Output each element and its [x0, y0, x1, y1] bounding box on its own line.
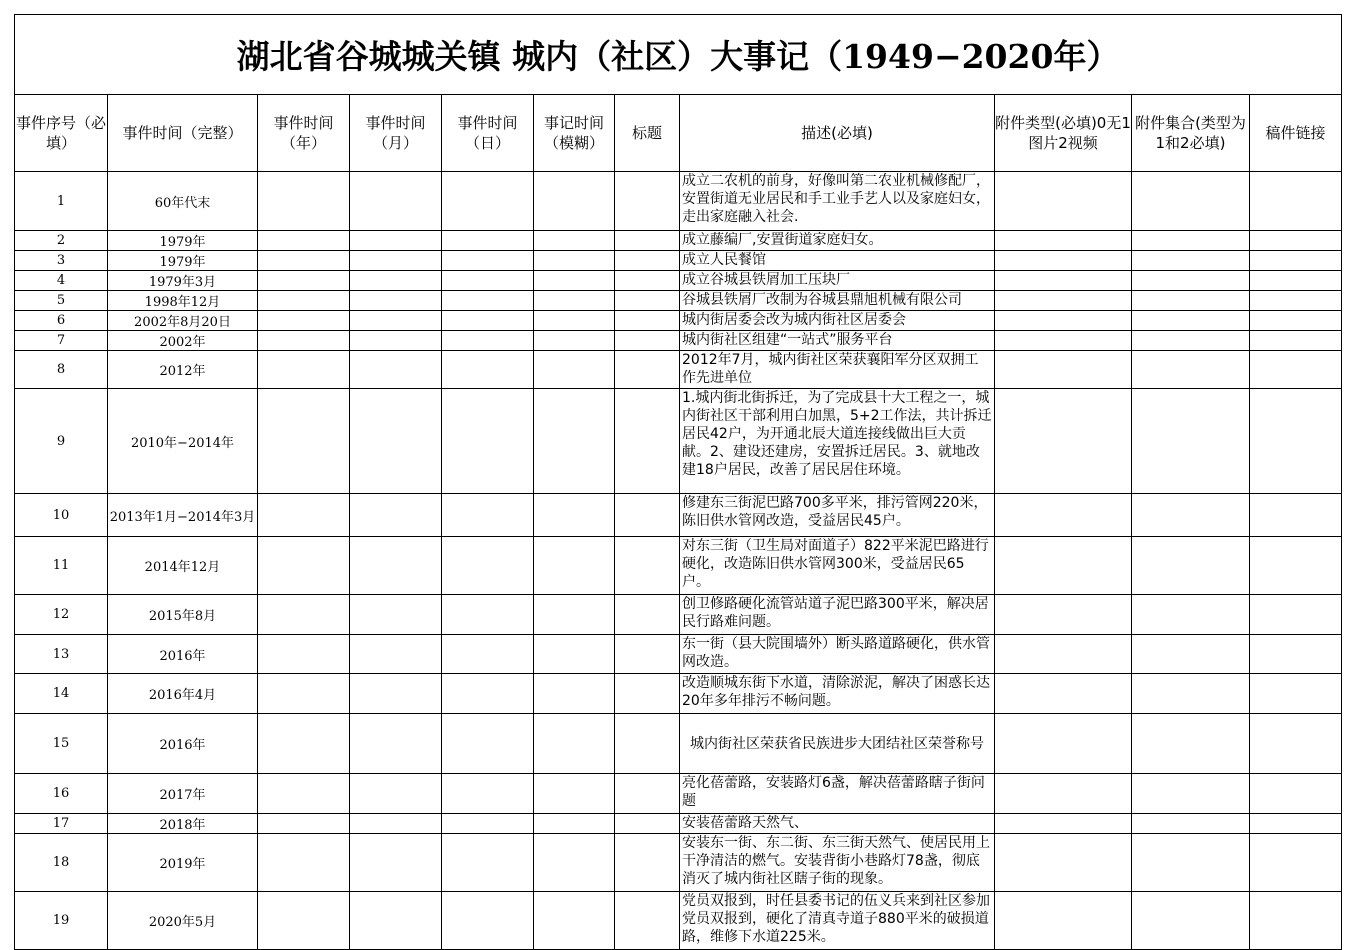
table-row — [15, 311, 1342, 331]
cell-title[interactable] — [615, 714, 680, 774]
cell-event-no[interactable]: 5 — [15, 291, 108, 311]
cell-event-time-full[interactable]: 1979年 — [108, 231, 258, 251]
table-row — [15, 892, 1342, 950]
cell-attachment-type[interactable] — [995, 172, 1132, 231]
cell-attachment-set[interactable] — [1132, 251, 1250, 271]
cell-event-time-month[interactable] — [350, 311, 442, 331]
table-row — [15, 774, 1342, 814]
header-event-time-full: 事件时间（完整） — [108, 95, 258, 172]
cell-event-time-month[interactable] — [350, 271, 442, 291]
cell-record-time-fuzzy[interactable] — [534, 537, 615, 595]
cell-attachment-type[interactable] — [995, 814, 1132, 834]
cell-attachment-type[interactable] — [995, 311, 1132, 331]
cell-event-time-year[interactable] — [258, 389, 350, 494]
table-row — [15, 674, 1342, 714]
cell-event-no[interactable]: 18 — [15, 834, 108, 892]
cell-title[interactable] — [615, 494, 680, 537]
cell-record-time-fuzzy[interactable] — [534, 595, 615, 635]
cell-event-time-day[interactable] — [442, 674, 534, 714]
cell-event-time-day[interactable] — [442, 537, 534, 595]
table-row — [15, 595, 1342, 635]
cell-attachment-set[interactable] — [1132, 291, 1250, 311]
cell-event-time-full[interactable]: 2016年4月 — [108, 674, 258, 714]
cell-event-time-month[interactable] — [350, 595, 442, 635]
cell-event-no[interactable]: 11 — [15, 537, 108, 595]
cell-title[interactable] — [615, 351, 680, 389]
cell-record-time-fuzzy[interactable] — [534, 231, 615, 251]
cell-event-time-month[interactable] — [350, 494, 442, 537]
cell-manuscript-link[interactable] — [1250, 494, 1342, 537]
cell-record-time-fuzzy[interactable] — [534, 892, 615, 950]
cell-event-time-full[interactable]: 2010年−2014年 — [108, 389, 258, 494]
events-table — [14, 14, 1342, 950]
cell-description[interactable]: 修建东三街泥巴路700多平米，排污管网220米，陈旧供水管网改造，受益居民45户。 — [680, 494, 995, 537]
cell-description[interactable]: 成立二农机的前身，好像叫第二农业机械修配厂，安置街道无业居民和手工业手艺人以及家庭妇女，走出家庭融入社会. — [680, 172, 995, 231]
cell-event-no[interactable]: 1 — [15, 172, 108, 231]
cell-event-no[interactable]: 19 — [15, 892, 108, 950]
cell-event-time-day[interactable] — [442, 311, 534, 331]
cell-description[interactable]: 1.城内街北街拆迁，为了完成县十大工程之一，城内街社区干部利用白加黑，5+2工作法，共计拆迁居民42户，为开通北辰大道连接线做出巨大贡献。2、建设还建房，安置拆迁居民。3、就地改建18户居民，改善了居民居住环境。 — [680, 389, 995, 494]
table-row — [15, 271, 1342, 291]
cell-description[interactable]: 党员双报到，时任县委书记的伍义兵来到社区参加党员双报到，硬化了清真寺道子880平米的破损道路，维修下水道225米。 — [680, 892, 995, 950]
cell-event-time-month[interactable] — [350, 834, 442, 892]
cell-attachment-set[interactable] — [1132, 389, 1250, 494]
cell-attachment-set[interactable] — [1132, 774, 1250, 814]
cell-attachment-type[interactable] — [995, 714, 1132, 774]
table-row — [15, 231, 1342, 251]
cell-event-time-full[interactable]: 2020年5月 — [108, 892, 258, 950]
cell-event-time-year[interactable] — [258, 537, 350, 595]
cell-record-time-fuzzy[interactable] — [534, 331, 615, 351]
cell-event-time-month[interactable] — [350, 537, 442, 595]
cell-event-no[interactable]: 12 — [15, 595, 108, 635]
cell-manuscript-link[interactable] — [1250, 814, 1342, 834]
cell-event-time-year[interactable] — [258, 814, 350, 834]
cell-event-no[interactable]: 2 — [15, 231, 108, 251]
cell-record-time-fuzzy[interactable] — [534, 494, 615, 537]
cell-event-time-full[interactable]: 2013年1月−2014年3月 — [108, 494, 258, 537]
cell-description[interactable]: 亮化蓓蕾路，安装路灯6盏，解决蓓蕾路瞎子街问题 — [680, 774, 995, 814]
cell-record-time-fuzzy[interactable] — [534, 714, 615, 774]
cell-event-no[interactable]: 4 — [15, 271, 108, 291]
table-row — [15, 494, 1342, 537]
cell-description[interactable]: 城内街社区荣获省民族进步大团结社区荣誉称号 — [680, 714, 995, 774]
cell-manuscript-link[interactable] — [1250, 291, 1342, 311]
cell-attachment-set[interactable] — [1132, 231, 1250, 251]
table-row — [15, 172, 1342, 231]
cell-attachment-set[interactable] — [1132, 595, 1250, 635]
cell-event-time-day[interactable] — [442, 271, 534, 291]
cell-event-time-month[interactable] — [350, 714, 442, 774]
cell-description[interactable]: 改造顺城东街下水道，清除淤泥，解决了困惑长达20年多年排污不畅问题。 — [680, 674, 995, 714]
cell-title[interactable] — [615, 291, 680, 311]
cell-record-time-fuzzy[interactable] — [534, 351, 615, 389]
cell-event-time-month[interactable] — [350, 892, 442, 950]
cell-event-time-day[interactable] — [442, 714, 534, 774]
cell-manuscript-link[interactable] — [1250, 834, 1342, 892]
cell-title[interactable] — [615, 537, 680, 595]
cell-description[interactable]: 安装蓓蕾路天然气、 — [680, 814, 995, 834]
cell-description[interactable]: 谷城县铁屑厂改制为谷城县鼎旭机械有限公司 — [680, 291, 995, 311]
table-row — [15, 814, 1342, 834]
cell-event-time-day[interactable] — [442, 172, 534, 231]
cell-event-time-day[interactable] — [442, 389, 534, 494]
cell-attachment-set[interactable] — [1132, 172, 1250, 231]
cell-manuscript-link[interactable] — [1250, 892, 1342, 950]
cell-title[interactable] — [615, 892, 680, 950]
header-event-time-year: 事件时间（年） — [258, 95, 350, 172]
cell-event-time-month[interactable] — [350, 331, 442, 351]
cell-title[interactable] — [615, 389, 680, 494]
cell-event-time-day[interactable] — [442, 351, 534, 389]
cell-event-time-year[interactable] — [258, 834, 350, 892]
cell-event-time-month[interactable] — [350, 291, 442, 311]
cell-event-time-full[interactable]: 2019年 — [108, 834, 258, 892]
cell-event-time-full[interactable]: 2002年 — [108, 331, 258, 351]
cell-event-time-month[interactable] — [350, 814, 442, 834]
cell-attachment-set[interactable] — [1132, 814, 1250, 834]
cell-event-time-month[interactable] — [350, 635, 442, 674]
cell-manuscript-link[interactable] — [1250, 595, 1342, 635]
cell-description[interactable]: 安装东一街、东二街、东三街天然气、使居民用上干净清洁的燃气。安装背街小巷路灯78盏，彻底消灭了城内街社区瞎子街的现象。 — [680, 834, 995, 892]
cell-manuscript-link[interactable] — [1250, 635, 1342, 674]
cell-title[interactable] — [615, 271, 680, 291]
cell-title[interactable] — [615, 311, 680, 331]
table-row — [15, 389, 1342, 494]
cell-event-time-day[interactable] — [442, 635, 534, 674]
cell-attachment-set[interactable] — [1132, 674, 1250, 714]
cell-event-time-day[interactable] — [442, 892, 534, 950]
header-title: 标题 — [615, 95, 680, 172]
cell-attachment-type[interactable] — [995, 834, 1132, 892]
cell-description[interactable]: 成立谷城县铁屑加工压块厂 — [680, 271, 995, 291]
cell-event-no[interactable]: 15 — [15, 714, 108, 774]
header-event-time-month: 事件时间（月） — [350, 95, 442, 172]
cell-event-time-month[interactable] — [350, 231, 442, 251]
cell-manuscript-link[interactable] — [1250, 172, 1342, 231]
cell-event-time-full[interactable]: 1998年12月 — [108, 291, 258, 311]
cell-event-time-full[interactable]: 2017年 — [108, 774, 258, 814]
cell-description[interactable]: 东一街（县大院围墙外）断头路道路硬化，供水管网改造。 — [680, 635, 995, 674]
cell-record-time-fuzzy[interactable] — [534, 674, 615, 714]
cell-manuscript-link[interactable] — [1250, 311, 1342, 331]
cell-event-time-full[interactable]: 2018年 — [108, 814, 258, 834]
cell-record-time-fuzzy[interactable] — [534, 834, 615, 892]
table-row — [15, 834, 1342, 892]
cell-event-time-day[interactable] — [442, 331, 534, 351]
cell-description[interactable]: 对东三街（卫生局对面道子）822平米泥巴路进行硬化，改造陈旧供水管网300米，受益居民65户。 — [680, 537, 995, 595]
cell-attachment-type[interactable] — [995, 331, 1132, 351]
table-row — [15, 291, 1342, 311]
cell-event-time-day[interactable] — [442, 814, 534, 834]
sheet-title: 湖北省谷城城关镇 城内（社区）大事记（1949−2020年） — [15, 15, 1342, 95]
cell-event-no[interactable]: 10 — [15, 494, 108, 537]
cell-manuscript-link[interactable] — [1250, 389, 1342, 494]
cell-attachment-set[interactable] — [1132, 311, 1250, 331]
cell-title[interactable] — [615, 231, 680, 251]
cell-record-time-fuzzy[interactable] — [534, 271, 615, 291]
cell-description[interactable]: 城内街居委会改为城内街社区居委会 — [680, 311, 995, 331]
cell-record-time-fuzzy[interactable] — [534, 172, 615, 231]
cell-event-time-full[interactable]: 2002年8月20日 — [108, 311, 258, 331]
cell-record-time-fuzzy[interactable] — [534, 311, 615, 331]
cell-event-time-year[interactable] — [258, 251, 350, 271]
cell-record-time-fuzzy[interactable] — [534, 291, 615, 311]
cell-manuscript-link[interactable] — [1250, 251, 1342, 271]
header-record-time-fuzzy: 事记时间（模糊） — [534, 95, 615, 172]
cell-event-no[interactable]: 14 — [15, 674, 108, 714]
cell-description[interactable]: 创卫修路硬化流管站道子泥巴路300平米，解决居民行路难问题。 — [680, 595, 995, 635]
cell-attachment-type[interactable] — [995, 537, 1132, 595]
cell-event-time-full[interactable]: 1979年 — [108, 251, 258, 271]
cell-event-time-full[interactable]: 2014年12月 — [108, 537, 258, 595]
cell-event-time-day[interactable] — [442, 231, 534, 251]
table-row — [15, 331, 1342, 351]
cell-title[interactable] — [615, 674, 680, 714]
cell-title[interactable] — [615, 635, 680, 674]
cell-title[interactable] — [615, 774, 680, 814]
cell-attachment-set[interactable] — [1132, 635, 1250, 674]
cell-description[interactable]: 成立藤编厂,安置街道家庭妇女。 — [680, 231, 995, 251]
cell-attachment-set[interactable] — [1132, 892, 1250, 950]
cell-attachment-type[interactable] — [995, 231, 1132, 251]
cell-attachment-type[interactable] — [995, 251, 1132, 271]
cell-attachment-type[interactable] — [995, 291, 1132, 311]
cell-event-time-year[interactable] — [258, 494, 350, 537]
cell-attachment-set[interactable] — [1132, 351, 1250, 389]
cell-record-time-fuzzy[interactable] — [534, 774, 615, 814]
header-attachment-type: 附件类型(必填)0无1图片2视频 — [995, 95, 1132, 172]
cell-event-time-year[interactable] — [258, 331, 350, 351]
cell-attachment-type[interactable] — [995, 494, 1132, 537]
cell-attachment-set[interactable] — [1132, 494, 1250, 537]
cell-event-time-year[interactable] — [258, 231, 350, 251]
cell-event-time-year[interactable] — [258, 311, 350, 331]
cell-event-no[interactable]: 7 — [15, 331, 108, 351]
cell-manuscript-link[interactable] — [1250, 231, 1342, 251]
cell-attachment-set[interactable] — [1132, 714, 1250, 774]
cell-event-time-year[interactable] — [258, 351, 350, 389]
cell-event-time-month[interactable] — [350, 389, 442, 494]
cell-title[interactable] — [615, 595, 680, 635]
cell-description[interactable]: 城内街社区组建“一站式”服务平台 — [680, 331, 995, 351]
cell-attachment-set[interactable] — [1132, 271, 1250, 291]
cell-attachment-type[interactable] — [995, 774, 1132, 814]
cell-manuscript-link[interactable] — [1250, 331, 1342, 351]
cell-event-time-year[interactable] — [258, 291, 350, 311]
cell-title[interactable] — [615, 172, 680, 231]
cell-manuscript-link[interactable] — [1250, 537, 1342, 595]
cell-attachment-type[interactable] — [995, 635, 1132, 674]
cell-attachment-type[interactable] — [995, 389, 1132, 494]
cell-event-time-year[interactable] — [258, 172, 350, 231]
header-event-no: 事件序号（必填） — [15, 95, 108, 172]
cell-attachment-type[interactable] — [995, 892, 1132, 950]
cell-attachment-set[interactable] — [1132, 537, 1250, 595]
cell-event-time-month[interactable] — [350, 774, 442, 814]
cell-event-time-year[interactable] — [258, 774, 350, 814]
cell-record-time-fuzzy[interactable] — [534, 251, 615, 271]
header-manuscript-link: 稿件链接 — [1250, 95, 1342, 172]
cell-event-time-full[interactable]: 2016年 — [108, 635, 258, 674]
cell-title[interactable] — [615, 331, 680, 351]
table-row — [15, 714, 1342, 774]
cell-event-time-full[interactable]: 2016年 — [108, 714, 258, 774]
cell-attachment-set[interactable] — [1132, 834, 1250, 892]
cell-event-time-day[interactable] — [442, 494, 534, 537]
cell-event-time-day[interactable] — [442, 774, 534, 814]
table-row — [15, 537, 1342, 595]
cell-event-time-day[interactable] — [442, 595, 534, 635]
cell-event-time-year[interactable] — [258, 714, 350, 774]
cell-event-time-month[interactable] — [350, 251, 442, 271]
header-description: 描述(必填) — [680, 95, 995, 172]
cell-event-time-month[interactable] — [350, 172, 442, 231]
cell-event-time-month[interactable] — [350, 674, 442, 714]
cell-description[interactable]: 成立人民餐馆 — [680, 251, 995, 271]
cell-record-time-fuzzy[interactable] — [534, 814, 615, 834]
cell-event-time-day[interactable] — [442, 834, 534, 892]
cell-record-time-fuzzy[interactable] — [534, 389, 615, 494]
cell-record-time-fuzzy[interactable] — [534, 635, 615, 674]
cell-event-time-year[interactable] — [258, 892, 350, 950]
cell-event-time-full[interactable]: 1979年3月 — [108, 271, 258, 291]
cell-event-no[interactable]: 16 — [15, 774, 108, 814]
cell-description[interactable]: 2012年7月，城内街社区荣获襄阳军分区双拥工作先进单位 — [680, 351, 995, 389]
cell-event-time-year[interactable] — [258, 595, 350, 635]
header-event-time-day: 事件时间（日） — [442, 95, 534, 172]
cell-event-time-year[interactable] — [258, 674, 350, 714]
cell-event-time-day[interactable] — [442, 291, 534, 311]
cell-event-no[interactable]: 6 — [15, 311, 108, 331]
header-attachment-set: 附件集合(类型为1和2必填) — [1132, 95, 1250, 172]
cell-event-time-month[interactable] — [350, 351, 442, 389]
cell-attachment-type[interactable] — [995, 595, 1132, 635]
cell-event-no[interactable]: 17 — [15, 814, 108, 834]
cell-attachment-type[interactable] — [995, 271, 1132, 291]
table-row — [15, 635, 1342, 674]
cell-attachment-set[interactable] — [1132, 331, 1250, 351]
cell-manuscript-link[interactable] — [1250, 774, 1342, 814]
cell-title[interactable] — [615, 834, 680, 892]
table-row — [15, 251, 1342, 271]
cell-event-no[interactable]: 13 — [15, 635, 108, 674]
table-row — [15, 351, 1342, 389]
cell-attachment-type[interactable] — [995, 674, 1132, 714]
cell-event-time-year[interactable] — [258, 635, 350, 674]
cell-event-time-full[interactable]: 60年代末 — [108, 172, 258, 231]
cell-event-time-full[interactable]: 2012年 — [108, 351, 258, 389]
cell-manuscript-link[interactable] — [1250, 351, 1342, 389]
cell-event-no[interactable]: 8 — [15, 351, 108, 389]
cell-event-no[interactable]: 9 — [15, 389, 108, 494]
cell-event-time-full[interactable]: 2015年8月 — [108, 595, 258, 635]
cell-manuscript-link[interactable] — [1250, 674, 1342, 714]
cell-event-time-year[interactable] — [258, 271, 350, 291]
cell-attachment-type[interactable] — [995, 351, 1132, 389]
header-row — [15, 95, 1342, 172]
cell-manuscript-link[interactable] — [1250, 714, 1342, 774]
cell-title[interactable] — [615, 814, 680, 834]
cell-title[interactable] — [615, 251, 680, 271]
cell-event-no[interactable]: 3 — [15, 251, 108, 271]
cell-manuscript-link[interactable] — [1250, 271, 1342, 291]
cell-event-time-day[interactable] — [442, 251, 534, 271]
